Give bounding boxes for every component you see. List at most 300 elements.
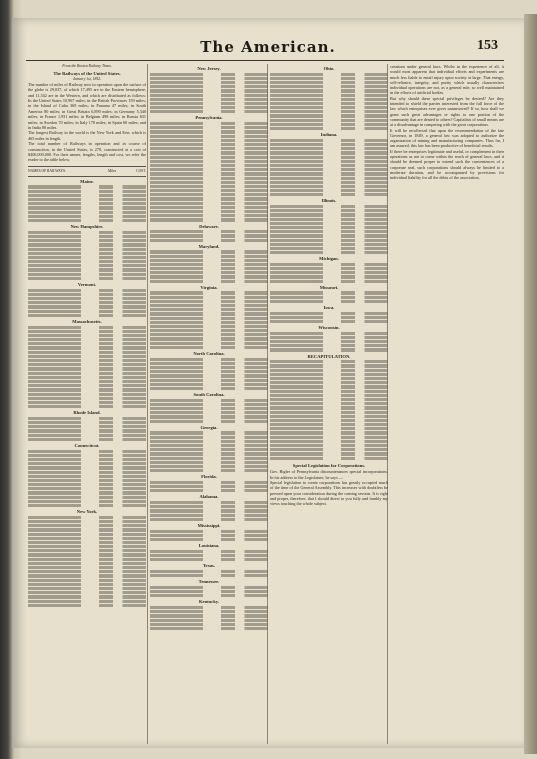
table-row-filler xyxy=(150,457,268,460)
table-row-filler xyxy=(270,312,388,315)
section-heading: Maine. xyxy=(80,178,94,184)
table-row-filler xyxy=(150,452,268,455)
table-row-filler xyxy=(28,211,146,214)
table-row-filler xyxy=(270,81,388,84)
table-row-filler xyxy=(28,475,146,478)
table-row-filler xyxy=(150,202,268,205)
table-row-filler xyxy=(150,181,268,184)
table-row-filler xyxy=(150,126,268,129)
table-row-filler xyxy=(270,271,388,274)
table-row-filler xyxy=(270,398,388,401)
table-row-filler xyxy=(150,263,268,266)
section-heading: Louisiana. xyxy=(198,543,220,549)
section-heading: New Hampshire. xyxy=(70,224,104,230)
table-row-filler xyxy=(28,533,146,536)
table-row-filler xyxy=(150,110,268,113)
table-row-filler xyxy=(150,370,268,373)
column-one-tables xyxy=(28,180,146,607)
table-row-filler xyxy=(270,390,388,393)
table-row-filler xyxy=(28,376,146,379)
table-row-filler xyxy=(150,189,268,192)
table-row-filler xyxy=(28,397,146,400)
table-row-filler xyxy=(270,143,388,146)
table-row-filler xyxy=(270,102,388,105)
table-row-filler xyxy=(28,305,146,308)
table-row-filler xyxy=(270,106,388,109)
table-row-filler xyxy=(150,172,268,175)
table-row-filler xyxy=(270,348,388,351)
table-row-filler xyxy=(150,135,268,138)
table-row-filler xyxy=(28,260,146,263)
section-heading: New Jersey. xyxy=(197,66,221,71)
table-row-filler xyxy=(28,487,146,490)
table-row-filler xyxy=(28,574,146,577)
table-row-filler xyxy=(150,218,268,221)
table-row-filler xyxy=(150,619,268,622)
table-row-filler xyxy=(150,530,268,533)
table-row-filler xyxy=(28,202,146,205)
article-paragraph: creations under general laws. Whilst in the experience of all, it would most apparent that individual efforts and experiments are much less liable to entail injury upon society at large. That energy, self-reliance, integrity, and purity which usually characterizes individual operations are not, as a general rule, so well maintained in the efforts of artificial bodies. xyxy=(390,64,504,96)
table-row-filler xyxy=(270,448,388,451)
section-heading: North Carolina. xyxy=(193,351,225,357)
table-row-filler xyxy=(150,230,268,233)
table-row-filler xyxy=(28,429,146,432)
table-row-filler xyxy=(28,248,146,251)
table-row-filler xyxy=(270,344,388,347)
table-row-filler xyxy=(28,388,146,391)
table-row-filler xyxy=(150,193,268,196)
table-row-filler xyxy=(28,583,146,586)
table-row-filler xyxy=(270,139,388,142)
column-four xyxy=(390,64,504,181)
table-row-filler xyxy=(270,360,388,363)
table-row-filler xyxy=(270,230,388,233)
table-row-filler xyxy=(270,77,388,80)
column-divider xyxy=(147,64,148,744)
table-row-filler xyxy=(150,308,268,311)
table-row-filler xyxy=(150,77,268,80)
table-row-filler xyxy=(28,310,146,313)
table-row-filler xyxy=(28,595,146,598)
table-row-filler xyxy=(28,363,146,366)
table-row-filler xyxy=(28,194,146,197)
table-row-filler xyxy=(28,342,146,345)
table-row-filler xyxy=(28,264,146,267)
table-row-filler xyxy=(150,387,268,390)
table-row-filler xyxy=(28,243,146,246)
table-row-filler xyxy=(150,465,268,468)
table-row-filler xyxy=(150,151,268,154)
table-row-filler xyxy=(270,452,388,455)
table-row-filler xyxy=(150,94,268,97)
table-row-filler xyxy=(270,98,388,101)
table-row-filler xyxy=(28,393,146,396)
table-row-filler xyxy=(150,411,268,414)
table-row-filler xyxy=(150,436,268,439)
table-row-filler xyxy=(150,342,268,345)
table-row-filler xyxy=(28,570,146,573)
table-row-filler xyxy=(150,554,268,557)
section-heading: Massachusetts. xyxy=(72,318,102,324)
table-row-filler xyxy=(270,172,388,175)
table-row-filler xyxy=(270,340,388,343)
table-row-filler xyxy=(150,250,268,253)
page-header xyxy=(12,38,524,58)
table-row-filler xyxy=(270,185,388,188)
column-one xyxy=(28,64,146,608)
table-row-filler xyxy=(28,520,146,523)
table-row-filler xyxy=(150,275,268,278)
table-row-filler xyxy=(150,594,268,597)
table-header-cost: COST. xyxy=(136,169,146,174)
table-header-name: NAMES OF RAILWAYS. xyxy=(28,168,66,173)
table-row-filler xyxy=(150,407,268,410)
table-row-filler xyxy=(150,514,268,517)
table-row-filler xyxy=(28,273,146,276)
table-row-filler xyxy=(150,81,268,84)
article-paragraph: It will be recollected that upon the recommendation of the late Governor, in 1849, a general law was adopted to authorize the organization of mining and manufacturing companies. Thus far, I am assured, this law has been productive of beneficial results. xyxy=(390,127,504,149)
table-row-filler xyxy=(150,300,268,303)
table-row-filler xyxy=(150,267,268,270)
table-row-filler xyxy=(270,423,388,426)
table-row-filler xyxy=(28,401,146,404)
table-row-filler xyxy=(150,420,268,423)
table-row-filler xyxy=(270,239,388,242)
table-row-filler xyxy=(150,415,268,418)
section-heading: Michigan. xyxy=(319,256,339,262)
table-row-filler xyxy=(150,206,268,209)
table-row-filler xyxy=(150,444,268,447)
table-row-filler xyxy=(28,351,146,354)
article-paragraph: If there be enterprises legitimate and useful, or complement in their operations as not to come within the reach of general laws, and it should be deemed proper to extend such the conveniences of a corporate seal, such corporations should always be limited to a moderate duration, and be accompanied by provisions for individual liability for all the debts of the association. xyxy=(390,148,504,181)
table-row-filler xyxy=(270,332,388,335)
table-row-filler xyxy=(270,209,388,212)
table-row-filler xyxy=(270,296,388,299)
table-row-filler xyxy=(150,98,268,101)
table-row-filler xyxy=(150,518,268,521)
section-heading: Illinois. xyxy=(321,198,337,204)
railway-table-header xyxy=(28,166,146,177)
table-row-filler xyxy=(270,234,388,237)
table-row-filler xyxy=(150,160,268,163)
article-paragraph: The total number of Railways in operation and in course of construction, in the United States, is 270, constructed at a cost of $400,000,000. For their names, lengths, length and cost, we refer the reader to the table below. xyxy=(28,141,146,163)
table-row-filler xyxy=(28,367,146,370)
table-row-filler xyxy=(28,252,146,255)
section-heading: Maryland. xyxy=(198,243,220,249)
table-row-filler xyxy=(270,243,388,246)
table-row-filler xyxy=(28,545,146,548)
table-row-filler xyxy=(150,234,268,237)
table-row-filler xyxy=(28,524,146,527)
table-row-filler xyxy=(28,190,146,193)
table-row-filler xyxy=(150,89,268,92)
masthead-title: The American. xyxy=(200,38,336,56)
table-row-filler xyxy=(270,177,388,180)
table-row-filler xyxy=(270,205,388,208)
section-heading: Iowa. xyxy=(323,304,335,310)
article-paragraph: The number of miles of Railway now in operation upon the surface of the globe is 29,037, of which 17,495 are in the Eastern hemisphere, and 11,542 are in the Western, and which are distributed as follows: In the United States 10,967 miles; in the British Provinces 159 miles; in the Island of Cuba 369 miles; in Panama 47 miles; in South America 80 miles; in Great Britain 6,890 miles; in Germany 5,340 miles; in France 1,931 miles; in Belgium 498 miles; in Russia 631 miles; in Sweden 70 miles; in Italy 170 miles; in Spain 60 miles; and in India 80 miles. xyxy=(28,81,146,131)
section-heading: Indiana. xyxy=(320,132,338,138)
page-number: 153 xyxy=(477,38,498,53)
table-row-filler xyxy=(28,198,146,201)
table-row-filler xyxy=(150,610,268,613)
table-row-filler xyxy=(150,147,268,150)
table-row-filler xyxy=(150,489,268,492)
table-row-filler xyxy=(28,537,146,540)
table-row-filler xyxy=(150,534,268,537)
section-heading: Missouri. xyxy=(319,284,339,290)
table-row-filler xyxy=(28,421,146,424)
table-row-filler xyxy=(270,394,388,397)
table-row-filler xyxy=(28,372,146,375)
table-row-filler xyxy=(150,325,268,328)
table-row-filler xyxy=(28,604,146,607)
header-rule xyxy=(26,60,504,61)
table-row-filler xyxy=(150,139,268,142)
table-row-filler xyxy=(270,444,388,447)
table-row-filler xyxy=(270,213,388,216)
table-row-filler xyxy=(28,528,146,531)
table-row-filler xyxy=(150,574,268,577)
section-heading: Mississippi. xyxy=(197,523,221,528)
table-row-filler xyxy=(28,454,146,457)
table-row-filler xyxy=(150,329,268,332)
table-row-filler xyxy=(150,485,268,488)
table-row-filler xyxy=(28,483,146,486)
table-row-filler xyxy=(28,384,146,387)
table-row-filler xyxy=(28,587,146,590)
section-heading: Florida. xyxy=(201,474,217,480)
table-row-filler xyxy=(270,300,388,303)
table-row-filler xyxy=(270,168,388,171)
table-row-filler xyxy=(28,231,146,234)
table-row-filler xyxy=(270,218,388,221)
section-heading: Delaware. xyxy=(199,223,219,229)
table-row-filler xyxy=(150,399,268,402)
table-row-filler xyxy=(150,102,268,105)
table-row-filler xyxy=(150,570,268,573)
table-row-filler xyxy=(28,566,146,569)
table-row-filler xyxy=(28,417,146,420)
table-row-filler xyxy=(150,210,268,213)
table-row-filler xyxy=(150,440,268,443)
article-paragraph: But why should these special privileges be desired? Are they intended to shield the parties interested from the full force of the law which enterprises ever gives unanswered? If so, how shall we grant such great advantages or rights to one portion of the community that are denied to others? Capitalists of small means are at a disadvantage in competing with the great corporations. xyxy=(390,95,504,128)
legislation-heading: Special Legislation for Corporations. xyxy=(292,462,366,468)
table-row-filler xyxy=(150,461,268,464)
table-row-filler xyxy=(150,214,268,217)
table-row-filler xyxy=(150,130,268,133)
table-row-filler xyxy=(28,516,146,519)
table-row-filler xyxy=(270,164,388,167)
table-row-filler xyxy=(28,206,146,209)
table-row-filler xyxy=(150,304,268,307)
table-row-filler xyxy=(28,346,146,349)
table-row-filler xyxy=(270,147,388,150)
table-row-filler xyxy=(28,466,146,469)
table-row-filler xyxy=(270,222,388,225)
table-row-filler xyxy=(150,164,268,167)
table-row-filler xyxy=(28,289,146,292)
table-row-filler xyxy=(28,450,146,453)
table-row-filler xyxy=(28,326,146,329)
table-row-filler xyxy=(28,425,146,428)
section-heading: Kentucky. xyxy=(198,599,220,605)
table-row-filler xyxy=(270,377,388,380)
table-row-filler xyxy=(270,291,388,294)
table-row-filler xyxy=(150,239,268,242)
table-row-filler xyxy=(150,550,268,553)
table-row-filler xyxy=(270,431,388,434)
table-row-filler xyxy=(150,379,268,382)
table-row-filler xyxy=(150,614,268,617)
table-row-filler xyxy=(270,151,388,154)
table-row-filler xyxy=(270,85,388,88)
table-row-filler xyxy=(150,346,268,349)
section-heading: South Carolina. xyxy=(193,392,225,398)
table-row-filler xyxy=(150,106,268,109)
table-row-filler xyxy=(28,549,146,552)
table-row-filler xyxy=(28,458,146,461)
table-row-filler xyxy=(270,385,388,388)
table-row-filler xyxy=(28,338,146,341)
table-row-filler xyxy=(150,156,268,159)
table-row-filler xyxy=(150,469,268,472)
table-row-filler xyxy=(270,267,388,270)
section-heading: Texas. xyxy=(202,563,216,569)
table-row-filler xyxy=(150,259,268,262)
section-heading: Ohio. xyxy=(323,66,335,71)
table-row-filler xyxy=(28,334,146,337)
table-row-filler xyxy=(28,496,146,499)
table-row-filler xyxy=(150,606,268,609)
legislation-intro: Gov. Bigler of Pennsylvania discountenances special incorporations. In his address to the Legislature, he says — xyxy=(270,469,388,480)
table-row-filler xyxy=(150,403,268,406)
table-row-filler xyxy=(150,627,268,630)
table-row-filler xyxy=(150,509,268,512)
table-row-filler xyxy=(270,127,388,130)
table-row-filler xyxy=(150,358,268,361)
table-row-filler xyxy=(270,336,388,339)
table-row-filler xyxy=(270,247,388,250)
section-heading: Georgia. xyxy=(200,424,218,430)
table-row-filler xyxy=(150,538,268,541)
table-row-filler xyxy=(150,431,268,434)
page-edge xyxy=(524,14,537,754)
table-row-filler xyxy=(270,406,388,409)
table-row-filler xyxy=(270,263,388,266)
table-row-filler xyxy=(270,119,388,122)
table-row-filler xyxy=(270,373,388,376)
table-row-filler xyxy=(150,271,268,274)
section-heading: Tennessee. xyxy=(198,579,220,585)
table-row-filler xyxy=(150,312,268,315)
table-row-filler xyxy=(270,189,388,192)
section-heading: Virginia. xyxy=(200,284,218,290)
section-heading: Connecticut. xyxy=(74,442,100,448)
table-row-filler xyxy=(270,73,388,76)
table-row-filler xyxy=(270,110,388,113)
table-row-filler xyxy=(270,94,388,97)
table-row-filler xyxy=(150,505,268,508)
section-heading: Wisconsin. xyxy=(318,325,340,331)
table-row-filler xyxy=(270,369,388,372)
table-row-filler xyxy=(150,185,268,188)
table-row-filler xyxy=(150,255,268,258)
table-row-filler xyxy=(28,504,146,507)
column-three-tables xyxy=(270,67,388,460)
table-row-filler xyxy=(28,380,146,383)
section-heading: Vermont. xyxy=(77,282,97,287)
table-row-filler xyxy=(28,314,146,317)
table-row-filler xyxy=(270,160,388,163)
section-heading: Rhode Island. xyxy=(73,410,101,416)
table-row-filler xyxy=(270,427,388,430)
column-three xyxy=(270,64,388,506)
table-row-filler xyxy=(270,226,388,229)
table-row-filler xyxy=(28,215,146,218)
table-row-filler xyxy=(270,440,388,443)
table-row-filler xyxy=(28,268,146,271)
table-row-filler xyxy=(270,251,388,254)
table-row-filler xyxy=(270,114,388,117)
table-row-filler xyxy=(270,275,388,278)
table-row-filler xyxy=(28,297,146,300)
newspaper-page xyxy=(12,18,524,748)
table-row-filler xyxy=(28,330,146,333)
table-row-filler xyxy=(270,181,388,184)
table-row-filler xyxy=(270,280,388,283)
table-row-filler xyxy=(150,374,268,377)
table-row-filler xyxy=(28,471,146,474)
table-row-filler xyxy=(28,355,146,358)
column-two xyxy=(150,64,268,631)
section-heading: Pennsylvania. xyxy=(195,115,223,121)
table-row-filler xyxy=(28,500,146,503)
table-row-filler xyxy=(28,256,146,259)
table-row-filler xyxy=(150,168,268,171)
table-row-filler xyxy=(150,448,268,451)
table-row-filler xyxy=(150,122,268,125)
table-row-filler xyxy=(150,296,268,299)
table-row-filler xyxy=(150,383,268,386)
section-heading: New York. xyxy=(76,509,98,515)
table-row-filler xyxy=(270,320,388,323)
table-row-filler xyxy=(28,438,146,441)
table-row-filler xyxy=(28,462,146,465)
table-row-filler xyxy=(28,359,146,362)
section-heading: RECAPITULATION. xyxy=(307,353,351,359)
table-row-filler xyxy=(150,586,268,589)
table-row-filler xyxy=(28,579,146,582)
article-heading: The Railways of the United States. xyxy=(53,70,121,76)
table-row-filler xyxy=(270,419,388,422)
table-row-filler xyxy=(150,280,268,283)
table-row-filler xyxy=(150,73,268,76)
table-row-filler xyxy=(150,623,268,626)
table-row-filler xyxy=(150,85,268,88)
table-row-filler xyxy=(270,156,388,159)
table-row-filler xyxy=(270,402,388,405)
table-row-filler xyxy=(270,316,388,319)
table-row-filler xyxy=(28,405,146,408)
section-heading: Alabama. xyxy=(199,494,219,500)
table-row-filler xyxy=(28,600,146,603)
table-row-filler xyxy=(28,558,146,561)
table-row-filler xyxy=(28,185,146,188)
article-date: January 1st, 1852. xyxy=(72,77,102,82)
table-row-filler xyxy=(270,193,388,196)
table-row-filler xyxy=(270,436,388,439)
